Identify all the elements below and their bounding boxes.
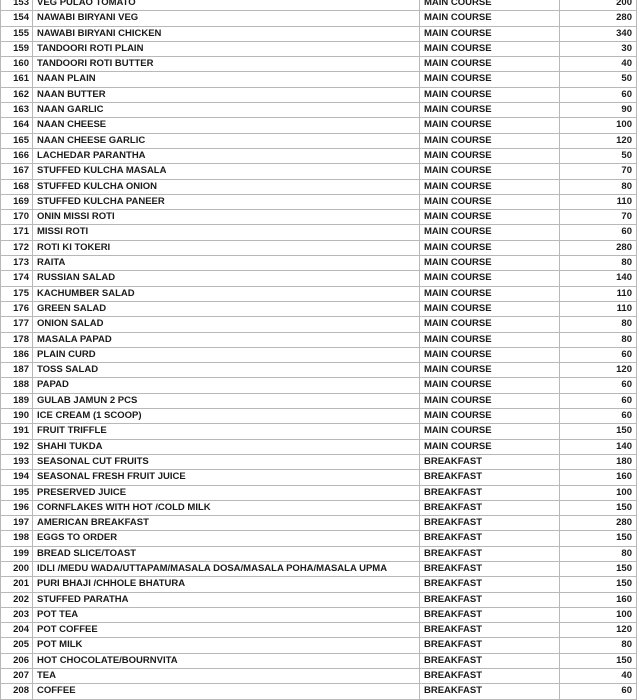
item-price: 80 — [560, 256, 637, 271]
item-category: MAIN COURSE — [420, 11, 560, 26]
table-row — [1, 653, 637, 668]
item-category: MAIN COURSE — [420, 256, 560, 271]
item-number: 176 — [1, 301, 33, 316]
table-row — [1, 118, 637, 133]
item-price: 120 — [560, 363, 637, 378]
item-number: 191 — [1, 424, 33, 439]
item-name: POT COFFEE — [33, 623, 420, 638]
item-number: 206 — [1, 653, 33, 668]
item-price: 150 — [560, 531, 637, 546]
item-price: 110 — [560, 286, 637, 301]
item-price: 80 — [560, 638, 637, 653]
item-number: 195 — [1, 485, 33, 500]
item-category: MAIN COURSE — [420, 164, 560, 179]
item-price: 100 — [560, 485, 637, 500]
item-category: BREAKFAST — [420, 454, 560, 469]
table-row — [1, 684, 637, 699]
item-number: 196 — [1, 500, 33, 515]
item-category: MAIN COURSE — [420, 332, 560, 347]
table-row — [1, 194, 637, 209]
item-category: BREAKFAST — [420, 546, 560, 561]
item-number: 207 — [1, 669, 33, 684]
item-name: EGGS TO ORDER — [33, 531, 420, 546]
table-row — [1, 133, 637, 148]
item-category: MAIN COURSE — [420, 378, 560, 393]
item-name: NAWABI BIRYANI VEG — [33, 11, 420, 26]
item-name: NAAN GARLIC — [33, 103, 420, 118]
item-number: 198 — [1, 531, 33, 546]
item-name: FRUIT TRIFFLE — [33, 424, 420, 439]
item-category: BREAKFAST — [420, 516, 560, 531]
item-price: 150 — [560, 653, 637, 668]
table-row — [1, 500, 637, 515]
item-name: MASALA PAPAD — [33, 332, 420, 347]
item-price: 60 — [560, 409, 637, 424]
item-category: MAIN COURSE — [420, 240, 560, 255]
table-row — [1, 607, 637, 622]
table-row — [1, 592, 637, 607]
item-name: RUSSIAN SALAD — [33, 271, 420, 286]
item-number: 201 — [1, 577, 33, 592]
table-row — [1, 577, 637, 592]
item-number: 192 — [1, 439, 33, 454]
item-price: 110 — [560, 301, 637, 316]
item-category: BREAKFAST — [420, 653, 560, 668]
item-price: 70 — [560, 210, 637, 225]
item-name: STUFFED KULCHA ONION — [33, 179, 420, 194]
item-price: 70 — [560, 164, 637, 179]
item-price: 280 — [560, 240, 637, 255]
table-row — [1, 531, 637, 546]
item-name: KACHUMBER SALAD — [33, 286, 420, 301]
table-row — [1, 240, 637, 255]
item-number: 177 — [1, 317, 33, 332]
item-price: 60 — [560, 347, 637, 362]
item-number: 167 — [1, 164, 33, 179]
item-category: BREAKFAST — [420, 561, 560, 576]
item-price: 60 — [560, 393, 637, 408]
item-number: 194 — [1, 470, 33, 485]
item-name: MISSI ROTI — [33, 225, 420, 240]
item-category: MAIN COURSE — [420, 41, 560, 56]
item-name: ICE CREAM (1 SCOOP) — [33, 409, 420, 424]
item-category: MAIN COURSE — [420, 347, 560, 362]
item-number: 199 — [1, 546, 33, 561]
table-row — [1, 378, 637, 393]
item-number: 161 — [1, 72, 33, 87]
item-category: BREAKFAST — [420, 607, 560, 622]
item-number: 170 — [1, 210, 33, 225]
item-name: TOSS SALAD — [33, 363, 420, 378]
item-name: COFFEE — [33, 684, 420, 699]
table-row — [1, 210, 637, 225]
menu-table-body — [1, 0, 637, 699]
table-row — [1, 470, 637, 485]
item-category: MAIN COURSE — [420, 194, 560, 209]
item-name: ONIN MISSI ROTI — [33, 210, 420, 225]
table-row — [1, 485, 637, 500]
item-number: 169 — [1, 194, 33, 209]
item-name: NAWABI BIRYANI CHICKEN — [33, 26, 420, 41]
item-name: ROTI KI TOKERI — [33, 240, 420, 255]
item-category: MAIN COURSE — [420, 26, 560, 41]
item-price: 80 — [560, 179, 637, 194]
table-row — [1, 424, 637, 439]
item-number: 163 — [1, 103, 33, 118]
item-number: 205 — [1, 638, 33, 653]
item-price: 50 — [560, 72, 637, 87]
table-row — [1, 454, 637, 469]
item-category: BREAKFAST — [420, 638, 560, 653]
item-name: VEG PULAO TOMATO — [33, 0, 420, 11]
item-number: 208 — [1, 684, 33, 699]
table-row — [1, 317, 637, 332]
table-row — [1, 164, 637, 179]
table-row — [1, 363, 637, 378]
item-number: 173 — [1, 256, 33, 271]
item-name: PAPAD — [33, 378, 420, 393]
item-price: 150 — [560, 577, 637, 592]
item-name: IDLI /MEDU WADA/UTTAPAM/MASALA DOSA/MASALA POHA/MASALA UPMA — [33, 561, 420, 576]
table-row — [1, 669, 637, 684]
table-row — [1, 41, 637, 56]
item-name: GREEN SALAD — [33, 301, 420, 316]
item-price: 160 — [560, 592, 637, 607]
item-category: MAIN COURSE — [420, 118, 560, 133]
item-category: MAIN COURSE — [420, 87, 560, 102]
item-name: GULAB JAMUN 2 PCS — [33, 393, 420, 408]
item-price: 50 — [560, 148, 637, 163]
item-number: 197 — [1, 516, 33, 531]
item-price: 60 — [560, 684, 637, 699]
item-number: 178 — [1, 332, 33, 347]
item-name: POT MILK — [33, 638, 420, 653]
item-category: BREAKFAST — [420, 623, 560, 638]
item-name: LACHEDAR PARANTHA — [33, 148, 420, 163]
item-category: MAIN COURSE — [420, 179, 560, 194]
item-name: STUFFED KULCHA PANEER — [33, 194, 420, 209]
item-name: NAAN CHEESE GARLIC — [33, 133, 420, 148]
table-row — [1, 439, 637, 454]
item-price: 280 — [560, 516, 637, 531]
table-row — [1, 26, 637, 41]
item-price: 40 — [560, 57, 637, 72]
table-row — [1, 623, 637, 638]
item-name: TANDOORI ROTI BUTTER — [33, 57, 420, 72]
item-name: STUFFED PARATHA — [33, 592, 420, 607]
item-name: NAAN PLAIN — [33, 72, 420, 87]
item-name: HOT CHOCOLATE/BOURNVITA — [33, 653, 420, 668]
item-number: 154 — [1, 11, 33, 26]
item-category: MAIN COURSE — [420, 393, 560, 408]
item-name: AMERICAN BREAKFAST — [33, 516, 420, 531]
item-name: STUFFED KULCHA MASALA — [33, 164, 420, 179]
item-price: 110 — [560, 194, 637, 209]
item-price: 120 — [560, 623, 637, 638]
item-name: TANDOORI ROTI PLAIN — [33, 41, 420, 56]
item-category: MAIN COURSE — [420, 301, 560, 316]
item-number: 159 — [1, 41, 33, 56]
item-number: 172 — [1, 240, 33, 255]
item-price: 150 — [560, 561, 637, 576]
item-price: 60 — [560, 225, 637, 240]
item-name: TEA — [33, 669, 420, 684]
table-row — [1, 347, 637, 362]
item-number: 189 — [1, 393, 33, 408]
table-row — [1, 561, 637, 576]
item-number: 188 — [1, 378, 33, 393]
item-category: BREAKFAST — [420, 531, 560, 546]
item-number: 155 — [1, 26, 33, 41]
item-number: 174 — [1, 271, 33, 286]
item-name: RAITA — [33, 256, 420, 271]
item-name: SEASONAL FRESH FRUIT JUICE — [33, 470, 420, 485]
item-name: SEASONAL CUT FRUITS — [33, 454, 420, 469]
table-row — [1, 0, 637, 11]
item-category: MAIN COURSE — [420, 148, 560, 163]
item-number: 187 — [1, 363, 33, 378]
item-name: BREAD SLICE/TOAST — [33, 546, 420, 561]
item-price: 80 — [560, 317, 637, 332]
item-price: 100 — [560, 607, 637, 622]
item-number: 203 — [1, 607, 33, 622]
item-number: 186 — [1, 347, 33, 362]
table-row — [1, 516, 637, 531]
table-row — [1, 179, 637, 194]
item-number: 160 — [1, 57, 33, 72]
item-category: MAIN COURSE — [420, 0, 560, 11]
table-row — [1, 11, 637, 26]
item-category: BREAKFAST — [420, 470, 560, 485]
item-price: 60 — [560, 378, 637, 393]
item-name: POT TEA — [33, 607, 420, 622]
item-category: MAIN COURSE — [420, 72, 560, 87]
table-row — [1, 301, 637, 316]
item-price: 90 — [560, 103, 637, 118]
item-category: BREAKFAST — [420, 669, 560, 684]
item-price: 150 — [560, 424, 637, 439]
table-row — [1, 286, 637, 301]
item-category: BREAKFAST — [420, 684, 560, 699]
item-price: 80 — [560, 332, 637, 347]
item-number: 175 — [1, 286, 33, 301]
item-name: NAAN BUTTER — [33, 87, 420, 102]
item-category: MAIN COURSE — [420, 57, 560, 72]
item-category: MAIN COURSE — [420, 409, 560, 424]
table-row — [1, 409, 637, 424]
item-number: 165 — [1, 133, 33, 148]
item-price: 60 — [560, 87, 637, 102]
item-price: 180 — [560, 454, 637, 469]
item-name: CORNFLAKES WITH HOT /COLD MILK — [33, 500, 420, 515]
table-row — [1, 393, 637, 408]
item-category: MAIN COURSE — [420, 424, 560, 439]
item-category: MAIN COURSE — [420, 286, 560, 301]
item-price: 200 — [560, 0, 637, 11]
item-number: 204 — [1, 623, 33, 638]
item-name: NAAN CHEESE — [33, 118, 420, 133]
item-number: 202 — [1, 592, 33, 607]
item-price: 30 — [560, 41, 637, 56]
table-row — [1, 148, 637, 163]
table-row — [1, 546, 637, 561]
table-row — [1, 57, 637, 72]
item-name: ONION SALAD — [33, 317, 420, 332]
item-price: 160 — [560, 470, 637, 485]
table-row — [1, 638, 637, 653]
item-category: BREAKFAST — [420, 500, 560, 515]
item-category: MAIN COURSE — [420, 439, 560, 454]
item-name: PURI BHAJI /CHHOLE BHATURA — [33, 577, 420, 592]
item-category: MAIN COURSE — [420, 363, 560, 378]
table-row — [1, 256, 637, 271]
table-row — [1, 87, 637, 102]
item-number: 190 — [1, 409, 33, 424]
item-category: MAIN COURSE — [420, 103, 560, 118]
item-number: 193 — [1, 454, 33, 469]
item-category: MAIN COURSE — [420, 133, 560, 148]
item-price: 120 — [560, 133, 637, 148]
item-price: 80 — [560, 546, 637, 561]
table-row — [1, 225, 637, 240]
item-number: 166 — [1, 148, 33, 163]
item-number: 162 — [1, 87, 33, 102]
item-category: MAIN COURSE — [420, 225, 560, 240]
item-price: 40 — [560, 669, 637, 684]
table-row — [1, 332, 637, 347]
item-number: 168 — [1, 179, 33, 194]
table-row — [1, 72, 637, 87]
item-number: 171 — [1, 225, 33, 240]
table-row — [1, 271, 637, 286]
item-category: BREAKFAST — [420, 485, 560, 500]
item-price: 340 — [560, 26, 637, 41]
item-category: MAIN COURSE — [420, 210, 560, 225]
item-category: BREAKFAST — [420, 577, 560, 592]
item-price: 280 — [560, 11, 637, 26]
item-category: BREAKFAST — [420, 592, 560, 607]
item-category: MAIN COURSE — [420, 271, 560, 286]
item-price: 140 — [560, 271, 637, 286]
item-number: 153 — [1, 0, 33, 11]
item-name: PLAIN CURD — [33, 347, 420, 362]
table-row — [1, 103, 637, 118]
item-number: 200 — [1, 561, 33, 576]
item-price: 140 — [560, 439, 637, 454]
item-name: SHAHI TUKDA — [33, 439, 420, 454]
item-number: 164 — [1, 118, 33, 133]
item-price: 150 — [560, 500, 637, 515]
item-name: PRESERVED JUICE — [33, 485, 420, 500]
item-category: MAIN COURSE — [420, 317, 560, 332]
item-price: 100 — [560, 118, 637, 133]
